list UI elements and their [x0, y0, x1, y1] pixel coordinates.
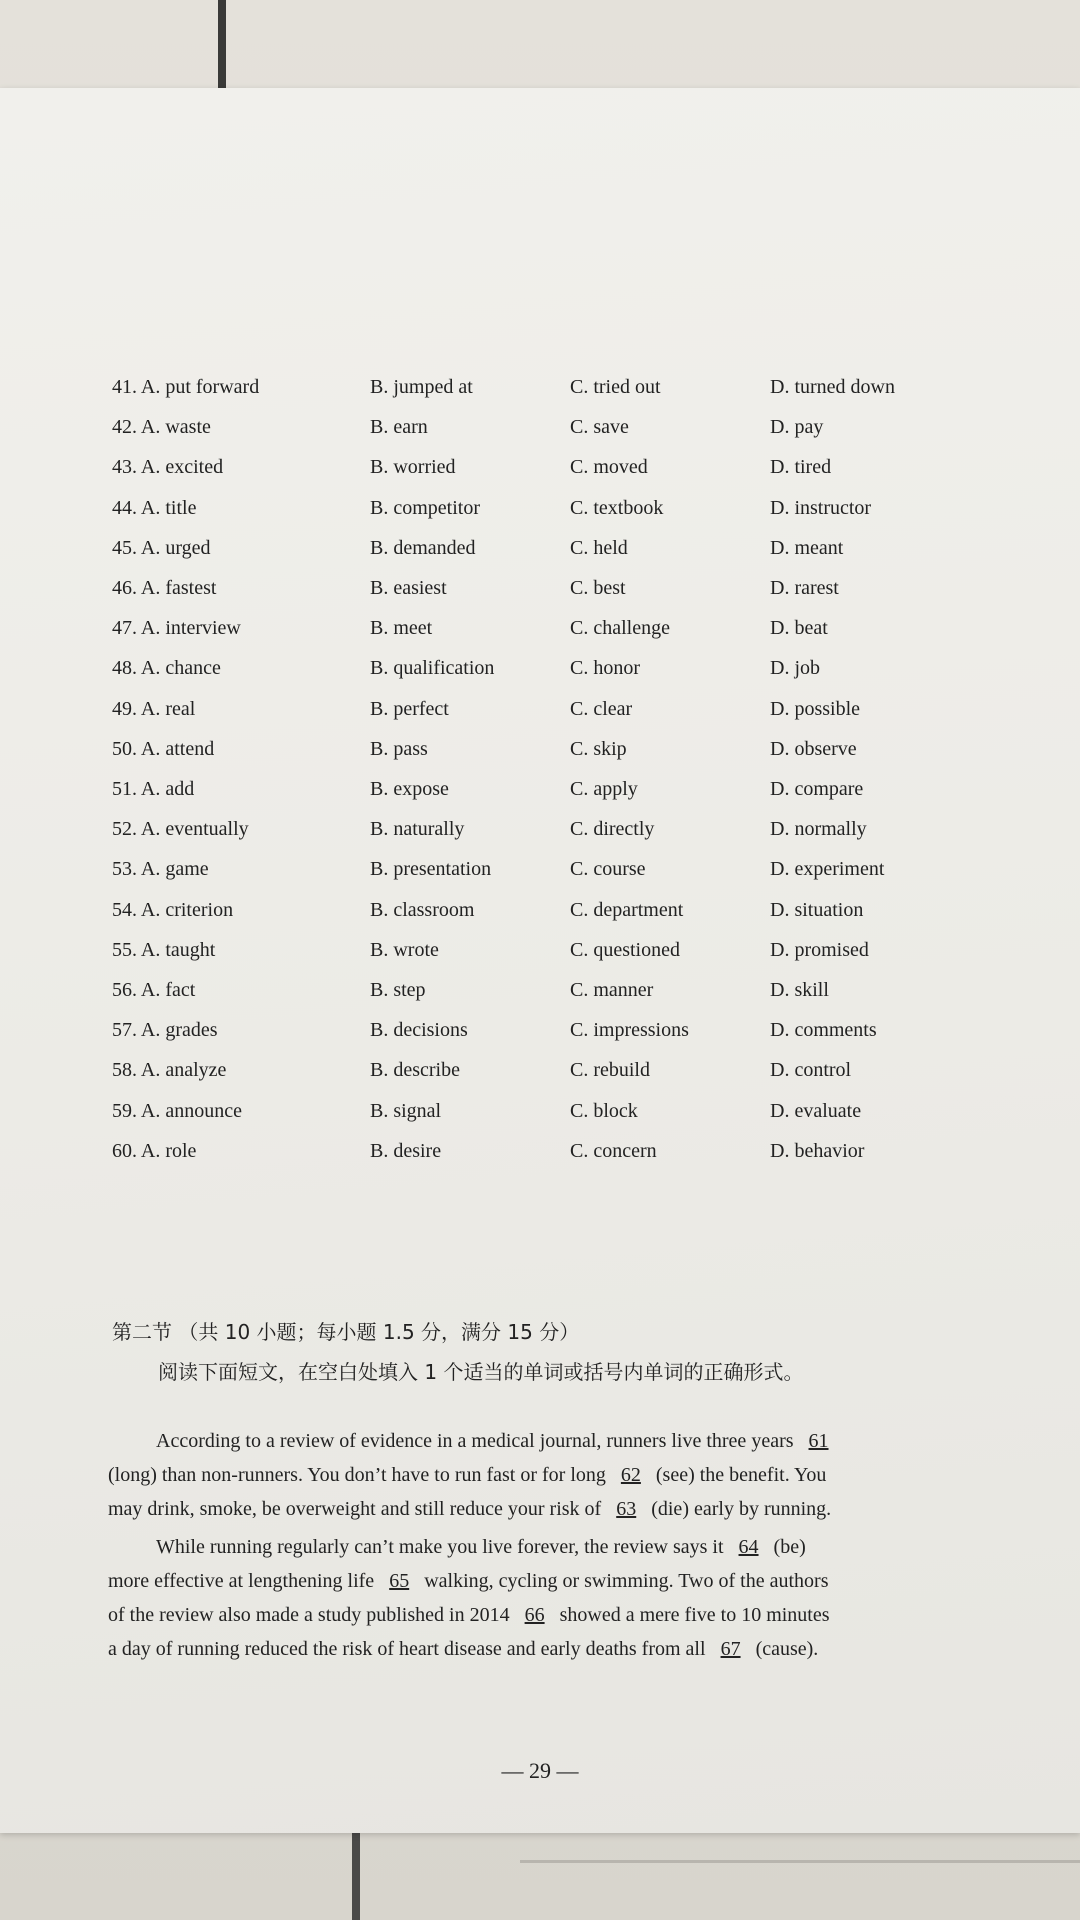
- question-option-d: D. experiment: [770, 858, 885, 881]
- section-heading: 第二节 （共 10 小题；每小题 1.5 分，满分 15 分）: [112, 1320, 580, 1344]
- passage-line: [156, 1536, 1016, 1566]
- question-option-b: B. pass: [370, 737, 428, 760]
- question-option-c: C. concern: [570, 1139, 657, 1162]
- blank-65: 65: [389, 1570, 410, 1592]
- question-option-a: 53. A. game: [112, 858, 209, 881]
- question-option-d: D. rarest: [770, 577, 839, 599]
- question-option-a: 45. A. urged: [112, 536, 211, 559]
- question-option-b: B. meet: [370, 617, 433, 640]
- question-option-d: D. observe: [770, 737, 857, 760]
- question-option-b: B. desire: [370, 1139, 442, 1162]
- question-row: [0, 497, 1080, 533]
- question-row: [0, 1140, 1080, 1176]
- question-option-a: 46. A. fastest: [112, 577, 217, 599]
- passage-text: more effective at lengthening life: [108, 1570, 375, 1592]
- question-option-d: D. skill: [770, 979, 829, 1001]
- question-option-b: B. step: [370, 979, 426, 1001]
- question-option-d: D. beat: [770, 617, 828, 640]
- question-option-d: D. comments: [770, 1019, 877, 1042]
- question-option-d: D. behavior: [770, 1139, 865, 1162]
- passage-text: a day of running reduced the risk of heart disease and early deaths from all: [108, 1638, 706, 1660]
- question-option-d: D. promised: [770, 938, 869, 961]
- question-row: [0, 416, 1080, 452]
- question-option-d: D. tired: [770, 456, 832, 479]
- question-row: [0, 858, 1080, 894]
- question-option-d: D. possible: [770, 697, 860, 720]
- question-option-b: B. easiest: [370, 577, 447, 599]
- question-option-c: C. apply: [570, 778, 638, 800]
- question-option-b: B. demanded: [370, 536, 476, 559]
- question-option-c: C. rebuild: [570, 1059, 650, 1082]
- question-row: [0, 1059, 1080, 1095]
- question-option-a: 52. A. eventually: [112, 818, 249, 841]
- question-option-c: C. clear: [570, 697, 633, 720]
- question-option-d: D. evaluate: [770, 1099, 862, 1122]
- passage-line: [108, 1638, 968, 1668]
- passage-text: (long) than non-runners. You don’t have to run fast or for long: [108, 1464, 606, 1486]
- question-option-b: B. earn: [370, 416, 428, 439]
- question-option-c: C. textbook: [570, 496, 664, 519]
- question-option-d: D. situation: [770, 898, 864, 921]
- section-instruction: 阅读下面短文，在空白处填入 1 个适当的单词或括号内单词的正确形式。: [158, 1360, 804, 1384]
- passage-line: [108, 1464, 968, 1494]
- question-option-c: C. questioned: [570, 938, 680, 961]
- question-option-c: C. held: [570, 536, 628, 559]
- question-option-b: B. wrote: [370, 938, 439, 961]
- question-option-b: B. signal: [370, 1099, 442, 1122]
- question-option-a: 43. A. excited: [112, 456, 224, 479]
- question-option-d: D. control: [770, 1059, 852, 1082]
- question-option-b: B. competitor: [370, 496, 480, 519]
- question-option-d: D. turned down: [770, 376, 895, 398]
- question-option-a: 51. A. add: [112, 778, 195, 800]
- question-option-c: C. save: [570, 416, 629, 439]
- blank-66: 66: [524, 1604, 545, 1626]
- floor-tile-seam: [352, 1820, 360, 1920]
- question-option-d: D. meant: [770, 536, 844, 559]
- floor-tile-seam: [520, 1860, 1080, 1863]
- question-row: [0, 617, 1080, 653]
- blank-64: 64: [738, 1536, 759, 1558]
- question-option-a: 60. A. role: [112, 1139, 197, 1162]
- question-row: [0, 818, 1080, 854]
- question-option-b: B. naturally: [370, 818, 465, 841]
- question-option-a: 58. A. analyze: [112, 1059, 227, 1082]
- question-option-a: 47. A. interview: [112, 617, 241, 640]
- question-row: [0, 738, 1080, 774]
- passage-text: (die) early by running.: [651, 1498, 832, 1520]
- blank-67: 67: [720, 1638, 741, 1660]
- question-option-b: B. worried: [370, 456, 456, 479]
- question-option-a: 59. A. announce: [112, 1099, 242, 1122]
- passage-line: [108, 1570, 968, 1600]
- question-option-c: C. moved: [570, 456, 648, 479]
- floor-tile-seam: [218, 0, 226, 98]
- passage-text: of the review also made a study published in 2014: [108, 1604, 510, 1626]
- passage-line: [108, 1604, 968, 1634]
- question-row: [0, 979, 1080, 1015]
- question-option-b: B. describe: [370, 1059, 460, 1082]
- question-option-d: D. normally: [770, 818, 867, 841]
- question-option-b: B. decisions: [370, 1019, 468, 1042]
- question-option-b: B. expose: [370, 778, 449, 800]
- question-option-b: B. presentation: [370, 858, 492, 881]
- question-option-c: C. best: [570, 577, 626, 599]
- passage-text: showed a mere five to 10 minutes: [559, 1604, 830, 1626]
- question-row: [0, 698, 1080, 734]
- question-row: [0, 456, 1080, 492]
- question-option-d: D. instructor: [770, 496, 872, 519]
- question-option-a: 49. A. real: [112, 697, 196, 720]
- passage-text: walking, cycling or swimming. Two of the authors: [424, 1570, 829, 1592]
- question-option-a: 41. A. put forward: [112, 376, 260, 398]
- passage-text: While running regularly can’t make you live forever, the review says it: [156, 1536, 724, 1558]
- question-row: [0, 1100, 1080, 1136]
- question-option-a: 42. A. waste: [112, 416, 211, 439]
- question-row: [0, 577, 1080, 613]
- question-option-c: C. course: [570, 858, 646, 881]
- question-option-d: D. pay: [770, 416, 824, 439]
- question-option-c: C. block: [570, 1099, 638, 1122]
- passage-line: [156, 1430, 1016, 1460]
- question-option-c: C. challenge: [570, 617, 670, 640]
- question-row: [0, 537, 1080, 573]
- blank-62: 62: [620, 1464, 641, 1486]
- passage-text: (cause).: [755, 1638, 819, 1660]
- question-option-c: C. honor: [570, 657, 640, 680]
- question-option-c: C. tried out: [570, 376, 661, 398]
- question-option-d: D. job: [770, 657, 820, 680]
- question-option-c: C. impressions: [570, 1019, 689, 1042]
- question-option-b: B. qualification: [370, 657, 495, 680]
- question-option-a: 56. A. fact: [112, 979, 196, 1001]
- question-option-a: 55. A. taught: [112, 938, 216, 961]
- question-row: [0, 778, 1080, 814]
- question-row: [0, 376, 1080, 412]
- question-option-b: B. jumped at: [370, 376, 473, 398]
- passage-text: (be): [773, 1536, 806, 1558]
- question-option-c: C. manner: [570, 979, 654, 1001]
- question-option-a: 48. A. chance: [112, 657, 221, 680]
- question-option-a: 44. A. title: [112, 496, 197, 519]
- question-row: [0, 939, 1080, 975]
- question-option-d: D. compare: [770, 778, 864, 800]
- page-number: — 29 —: [501, 1758, 579, 1783]
- question-option-c: C. directly: [570, 818, 655, 841]
- question-option-a: 50. A. attend: [112, 737, 215, 760]
- question-option-b: B. perfect: [370, 697, 449, 720]
- question-option-a: 57. A. grades: [112, 1019, 218, 1042]
- passage-text: (see) the benefit. You: [655, 1464, 827, 1486]
- passage-text: According to a review of evidence in a medical journal, runners live three years: [156, 1430, 794, 1452]
- passage-line: [108, 1498, 968, 1528]
- question-option-c: C. skip: [570, 737, 627, 760]
- blank-61: 61: [808, 1430, 829, 1452]
- question-option-c: C. department: [570, 898, 684, 921]
- question-row: [0, 657, 1080, 693]
- question-option-a: 54. A. criterion: [112, 898, 234, 921]
- question-option-b: B. classroom: [370, 898, 475, 921]
- question-row: [0, 1019, 1080, 1055]
- passage-text: may drink, smoke, be overweight and still reduce your risk of: [108, 1498, 602, 1520]
- exam-paper-page: [0, 88, 1080, 1833]
- blank-63: 63: [616, 1498, 637, 1520]
- question-row: [0, 899, 1080, 935]
